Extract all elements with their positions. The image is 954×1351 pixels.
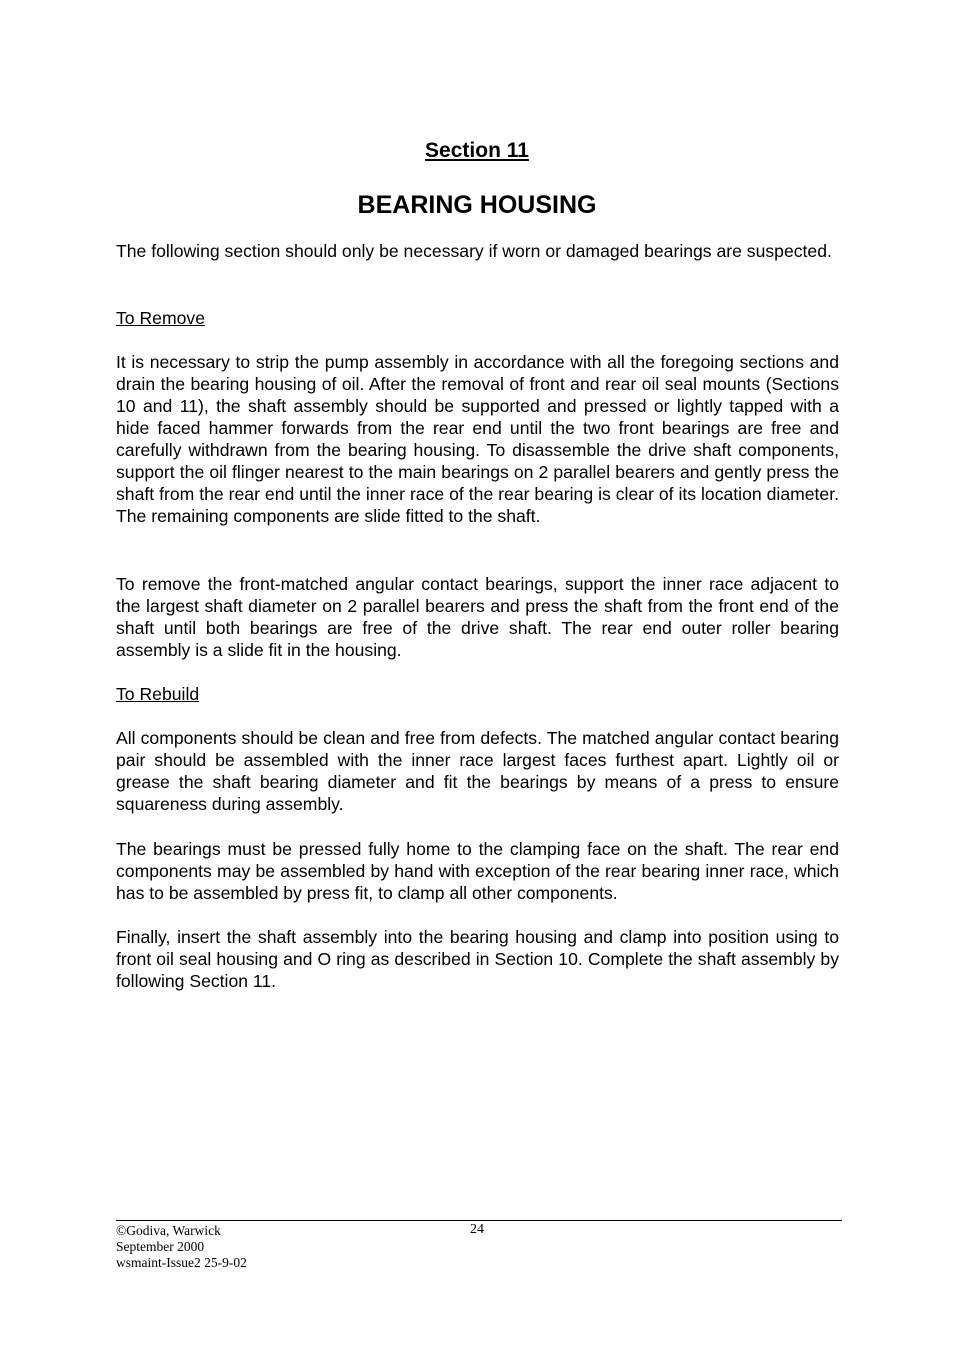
rebuild-paragraph-2: The bearings must be pressed fully home to the clamping face on the shaft. The rear end components may be assembled by hand with exception of the rear bearing inner race, which has to be assembled by press fit, to clamp all other components. (116, 839, 839, 903)
rebuild-paragraph-3: Finally, insert the shaft assembly into the bearing housing and clamp into position using to front oil seal housing and O ring as described in Section 10. Complete the shaft assembly by following Section 11. (116, 927, 839, 991)
section-label: Section 11 (425, 139, 529, 162)
footer-date: September 2000 (116, 1239, 205, 1254)
footer-info (116, 1223, 247, 1271)
footer-doc-ref: wsmaint-Issue2 25-9-02 (116, 1255, 247, 1270)
intro-paragraph: The following section should only be necessary if worn or damaged bearings are suspected. (116, 241, 832, 261)
footer-copyright: ©Godiva, Warwick (116, 1223, 221, 1238)
rebuild-paragraph-1: All components should be clean and free from defects. The matched angular contact bearing pair should be assembled with the inner race largest faces furthest apart. Lightly oil or grease the shaft bearing diameter and fit the bearings by means of a press to ensure squareness during assembly. (116, 728, 839, 814)
remove-paragraph-1: It is necessary to strip the pump assembly in accordance with all the foregoing sections and drain the bearing housing of oil. After the removal of front and rear oil seal mounts (Sections 10 and 11), the shaft assembly should be supported and pressed or lightly tapped with a hide faced hammer forwards from the rear end until the two front bearings are free and carefully withdrawn from the bearing housing. To disassemble the drive shaft components, support the oil flinger nearest to the main bearings on 2 parallel bearers and gently press the shaft from the rear end until the inner race of the rear bearing is clear of its location diameter. The remaining components are slide fitted to the shaft. (116, 352, 839, 526)
remove-heading: To Remove (116, 308, 205, 328)
page-title: BEARING HOUSING (357, 191, 597, 219)
remove-paragraph-2: To remove the front-matched angular contact bearings, support the inner race adjacent to the largest shaft diameter on 2 parallel bearers and press the shaft from the front end of the shaft until both bearings are free of the drive shaft. The rear end outer roller bearing assembly is a slide fit in the housing. (116, 574, 839, 660)
page-number: 24 (470, 1222, 484, 1237)
rebuild-heading: To Rebuild (116, 684, 200, 704)
footer-divider (116, 1220, 842, 1221)
